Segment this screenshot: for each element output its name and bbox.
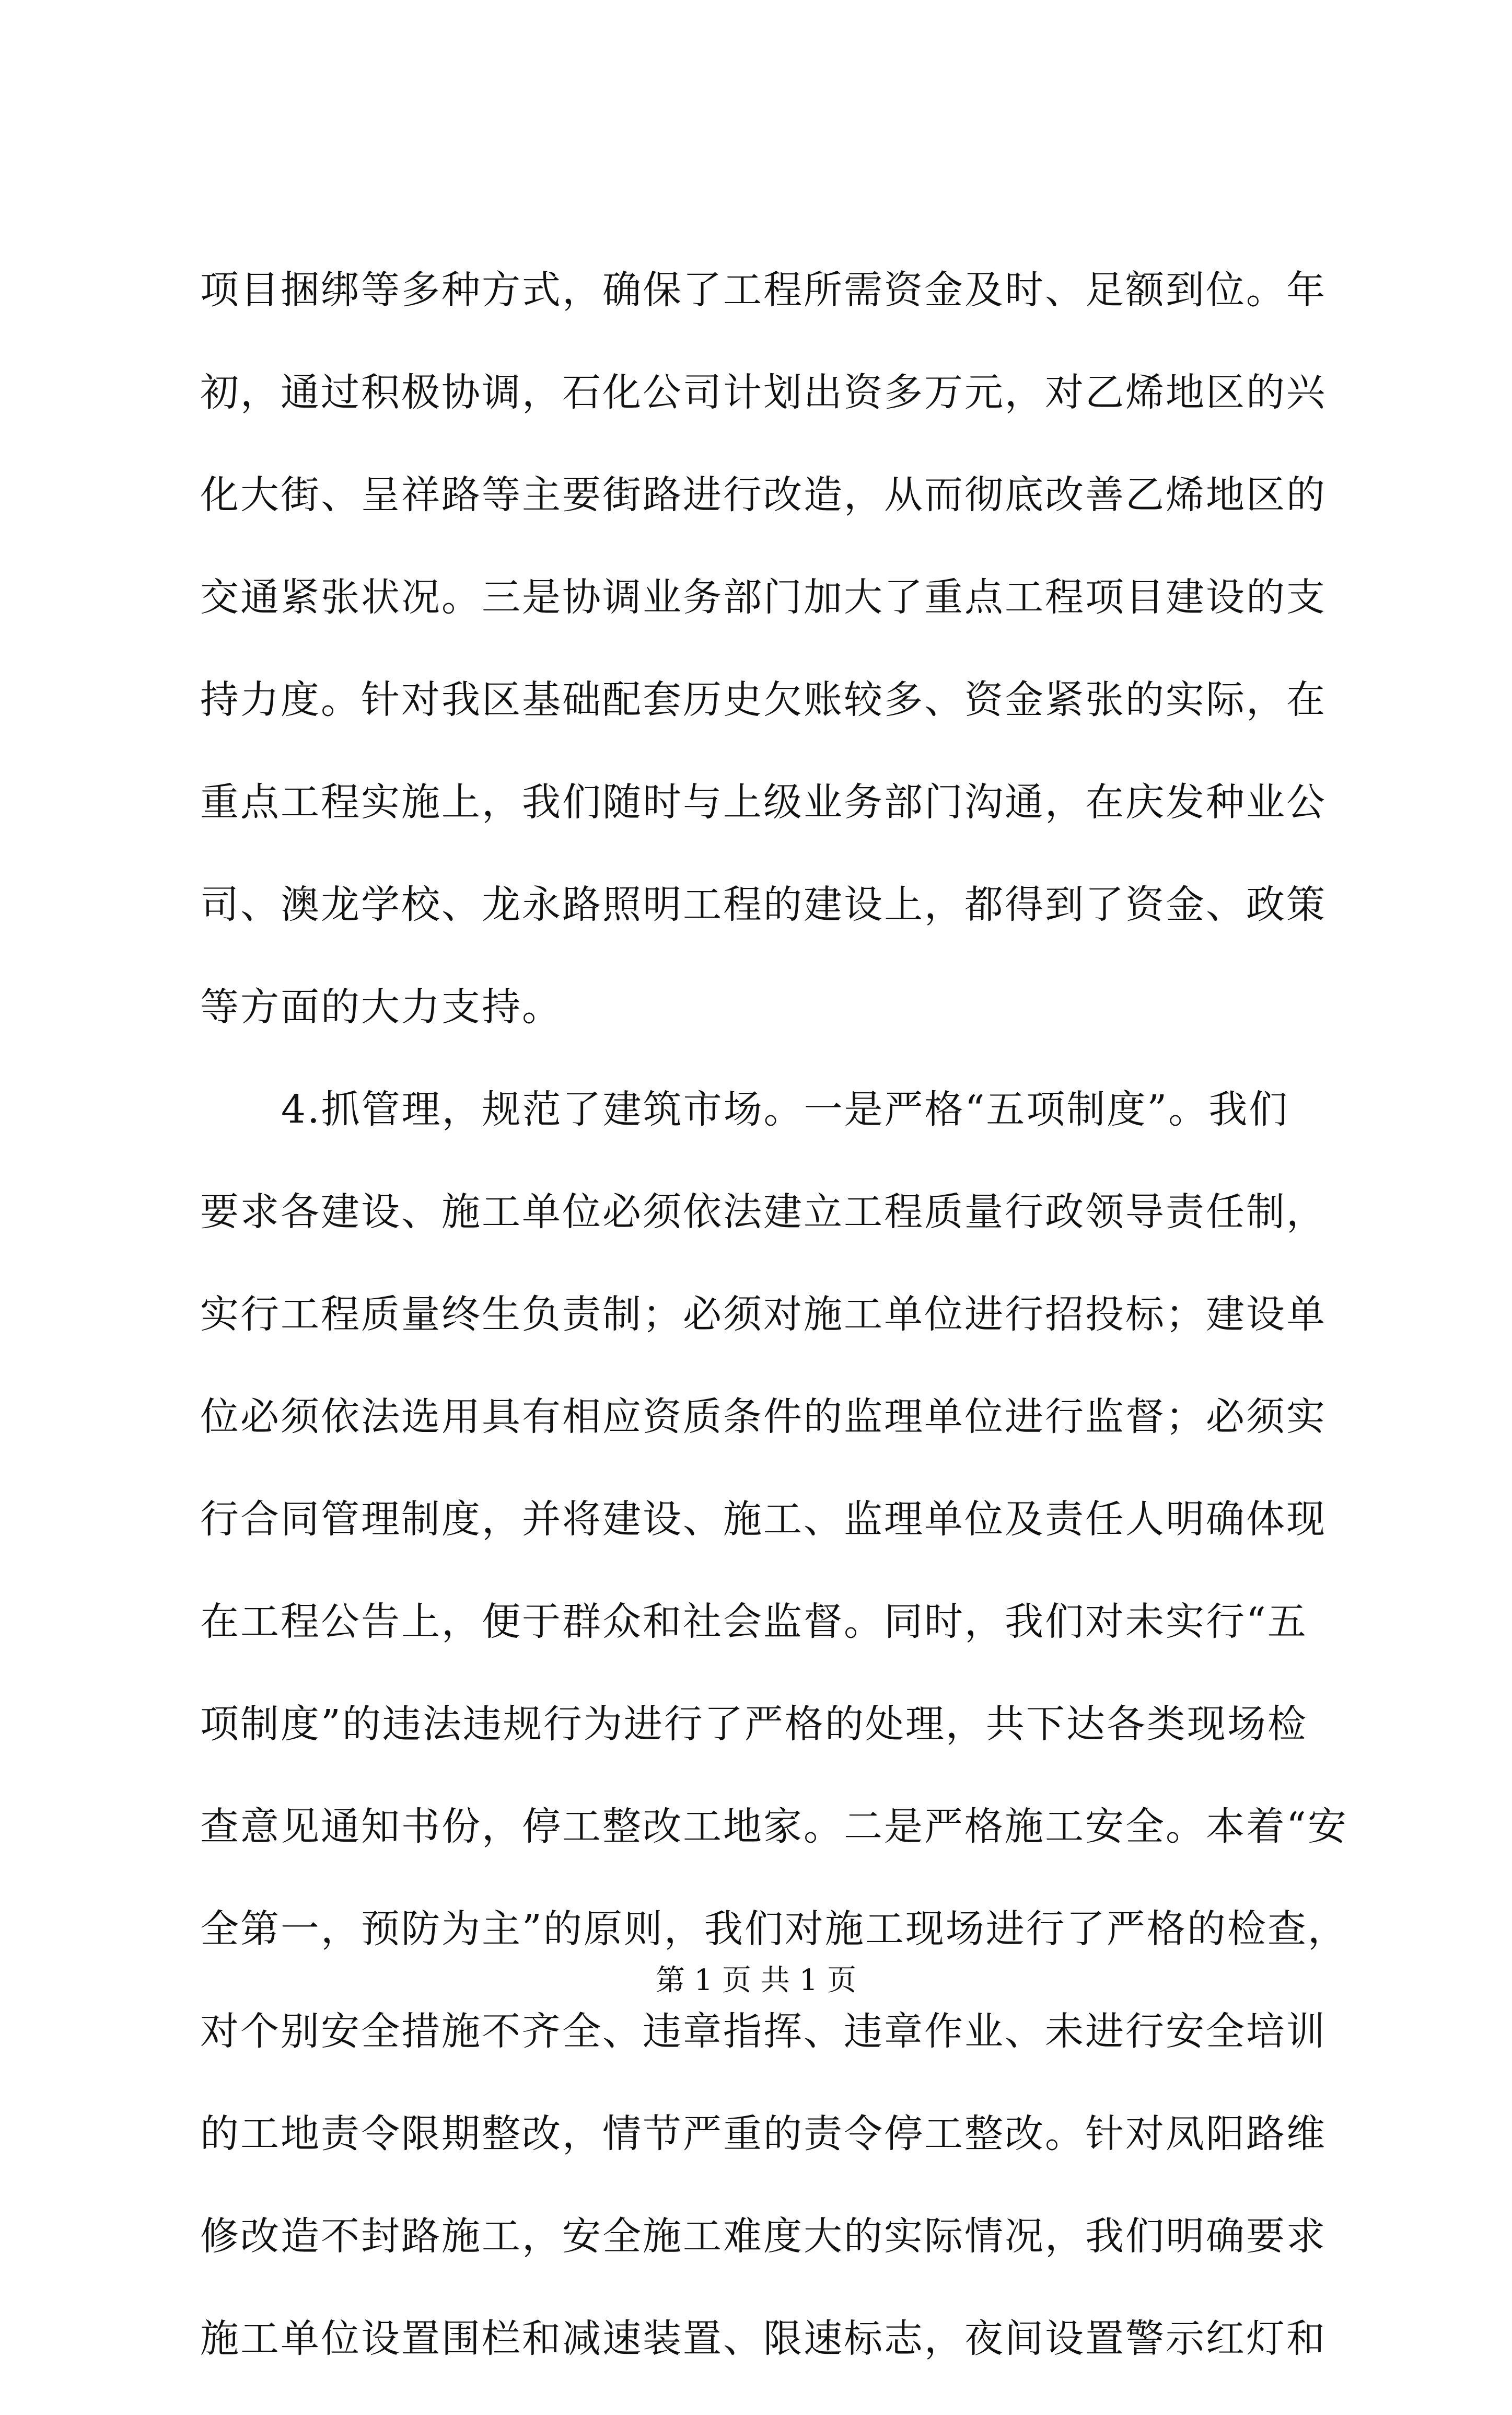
document-body (200, 264, 1348, 2415)
text-line: 重点工程实施上，我们随时与上级业务部门沟通，在庆发种业公 (200, 780, 1327, 825)
text-line: 司、澳龙学校、龙永路照明工程的建设上，都得到了资金、政策 (200, 882, 1327, 927)
page-footer: 第 1 页 共 1 页 (655, 1963, 857, 1997)
text-line: 持力度。针对我区基础配套历史欠账较多、资金紧张的实际，在 (200, 677, 1327, 722)
text-line: 等方面的大力支持。 (200, 985, 562, 1030)
text-line: 实行工程质量终生负责制；必须对施工单位进行招投标；建设单 (200, 1292, 1327, 1337)
text-line: 施工单位设置围栏和减速装置、限速标志，夜间设置警示红灯和 (200, 2316, 1327, 2361)
text-line: 化大街、呈祥路等主要街路进行改造，从而彻底改善乙烯地区的 (200, 472, 1327, 517)
text-line: 要求各建设、施工单位必须依法建立工程质量行政领导责任制， (200, 1189, 1327, 1234)
paragraph-start-line: 4.抓管理，规范了建筑市场。一是严格“五项制度”。我们 (281, 1087, 1289, 1132)
text-line: 对个别安全措施不齐全、违章指挥、违章作业、未进行安全培训 (200, 2009, 1327, 2054)
text-line: 项制度”的违法违规行为进行了严格的处理，共下达各类现场检 (200, 1702, 1308, 1747)
text-line: 在工程公告上，便于群众和社会监督。同时，我们对未实行“五 (200, 1599, 1308, 1644)
text-line: 全第一，预防为主”的原则，我们对施工现场进行了严格的检查， (200, 1906, 1348, 1951)
text-line: 行合同管理制度，并将建设、施工、监理单位及责任人明确体现 (200, 1497, 1327, 1542)
text-line: 交通紧张状况。三是协调业务部门加大了重点工程项目建设的支 (200, 575, 1327, 620)
text-line: 查意见通知书份，停工整改工地家。二是严格施工安全。本着“安 (200, 1804, 1348, 1849)
text-line: 的工地责令限期整改，情节严重的责令停工整改。针对凤阳路维 (200, 2111, 1327, 2156)
text-line: 初，通过积极协调，石化公司计划出资多万元，对乙烯地区的兴 (200, 370, 1327, 415)
text-line: 位必须依法选用具有相应资质条件的监理单位进行监督；必须实 (200, 1394, 1327, 1439)
text-line: 修改造不封路施工，安全施工难度大的实际情况，我们明确要求 (200, 2214, 1327, 2259)
text-line: 项目捆绑等多种方式，确保了工程所需资金及时、足额到位。年 (200, 268, 1327, 313)
